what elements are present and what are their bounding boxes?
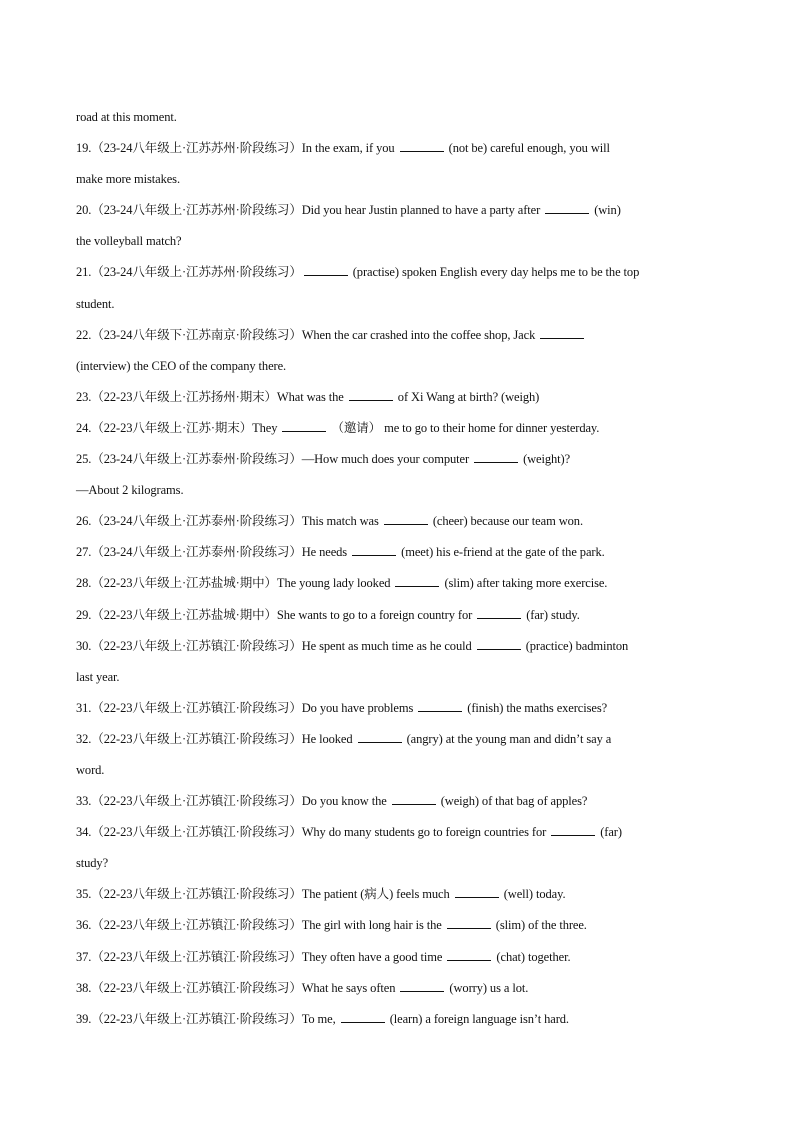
answer-blank[interactable] (341, 1010, 385, 1023)
answer-blank[interactable] (358, 730, 402, 743)
line-text: make more mistakes. (76, 172, 180, 187)
worksheet-line (76, 382, 726, 413)
worksheet-line (76, 693, 726, 724)
worksheet-line (76, 724, 726, 755)
worksheet-line (76, 320, 726, 351)
line-text: 35.（22-23八年级上·江苏镇江·阶段练习）The patient (病人) feels much (76, 887, 453, 902)
worksheet-line (76, 444, 726, 475)
worksheet-line (76, 973, 726, 1004)
answer-blank[interactable] (400, 979, 444, 992)
answer-blank[interactable] (304, 263, 348, 276)
worksheet-line (76, 133, 726, 164)
answer-blank[interactable] (282, 419, 326, 432)
worksheet-line (76, 568, 726, 599)
line-text: 34.（22-23八年级上·江苏镇江·阶段练习）Why do many students go to foreign countries for (76, 825, 550, 840)
worksheet-line (76, 817, 726, 848)
line-text: word. (76, 762, 105, 777)
line-text: 38.（22-23八年级上·江苏镇江·阶段练习）What he says often (76, 980, 399, 995)
worksheet-line (76, 475, 726, 506)
answer-blank[interactable] (477, 637, 521, 650)
answer-blank[interactable] (474, 450, 518, 463)
line-text: (practice) badminton (522, 638, 629, 653)
answer-blank[interactable] (477, 606, 521, 619)
line-text: (weigh) of that bag of apples? (437, 794, 588, 809)
answer-blank[interactable] (447, 948, 491, 961)
answer-blank[interactable] (551, 823, 595, 836)
line-text: （邀请） me to go to their home for dinner yesterday. (328, 420, 600, 435)
line-text: 22.（23-24八年级下·江苏南京·阶段练习）When the car crashed into the coffee shop, Jack (76, 327, 539, 342)
line-text: (well) today. (500, 887, 566, 902)
line-text: (practise) spoken English every day helps me to be the top (349, 265, 640, 280)
answer-blank[interactable] (545, 201, 589, 214)
answer-blank[interactable] (352, 543, 396, 556)
worksheet-line (76, 102, 726, 133)
line-text: 21.（23-24八年级上·江苏苏州·阶段练习） (76, 265, 302, 280)
line-text: (far) (597, 825, 622, 840)
line-text: 39.（22-23八年级上·江苏镇江·阶段练习）To me, (76, 1011, 339, 1026)
line-text: (chat) together. (493, 949, 571, 964)
line-text: (finish) the maths exercises? (464, 700, 608, 715)
line-text: 37.（22-23八年级上·江苏镇江·阶段练习）They often have a good time (76, 949, 446, 964)
worksheet-line (76, 351, 726, 382)
worksheet-line (76, 786, 726, 817)
line-text: 27.（23-24八年级上·江苏泰州·阶段练习）He needs (76, 545, 351, 560)
worksheet-line (76, 631, 726, 662)
line-text: 33.（22-23八年级上·江苏镇江·阶段练习）Do you know the (76, 794, 390, 809)
answer-blank[interactable] (455, 885, 499, 898)
answer-blank[interactable] (392, 792, 436, 805)
line-text: 31.（22-23八年级上·江苏镇江·阶段练习）Do you have problems (76, 700, 417, 715)
worksheet-line (76, 506, 726, 537)
worksheet-line (76, 942, 726, 973)
line-text: last year. (76, 669, 120, 684)
line-text: (win) (591, 203, 621, 218)
line-text: (worry) us a lot. (446, 980, 529, 995)
line-text: (not be) careful enough, you will (445, 141, 610, 156)
line-text: —About 2 kilograms. (76, 483, 184, 498)
answer-blank[interactable] (418, 699, 462, 712)
line-text: 19.（23-24八年级上·江苏苏州·阶段练习）In the exam, if you (76, 141, 398, 156)
worksheet-page (76, 102, 726, 1035)
line-text: (meet) his e-friend at the gate of the park. (398, 545, 605, 560)
line-text: 25.（23-24八年级上·江苏泰州·阶段练习）—How much does your computer (76, 452, 473, 467)
answer-blank[interactable] (540, 326, 584, 339)
line-text: (learn) a foreign language isn’t hard. (386, 1011, 569, 1026)
line-text: (far) study. (523, 607, 580, 622)
line-text: of Xi Wang at birth? (weigh) (394, 389, 540, 404)
answer-blank[interactable] (349, 388, 393, 401)
line-text: 32.（22-23八年级上·江苏镇江·阶段练习）He looked (76, 731, 356, 746)
worksheet-line (76, 848, 726, 879)
line-text: 26.（23-24八年级上·江苏泰州·阶段练习）This match was (76, 514, 382, 529)
line-text: study? (76, 856, 109, 871)
worksheet-line (76, 226, 726, 257)
line-text: (interview) the CEO of the company there. (76, 358, 287, 373)
worksheet-line (76, 600, 726, 631)
line-text: 29.（22-23八年级上·江苏盐城·期中）She wants to go to a foreign country for (76, 607, 476, 622)
worksheet-line (76, 289, 726, 320)
line-text: 36.（22-23八年级上·江苏镇江·阶段练习）The girl with long hair is the (76, 918, 445, 933)
worksheet-line (76, 164, 726, 195)
worksheet-line (76, 195, 726, 226)
line-text: (cheer) because our team won. (429, 514, 583, 529)
worksheet-line (76, 1004, 726, 1035)
worksheet-line (76, 879, 726, 910)
line-text: (slim) of the three. (492, 918, 587, 933)
line-text: 20.（23-24八年级上·江苏苏州·阶段练习）Did you hear Justin planned to have a party after (76, 203, 544, 218)
line-text: the volleyball match? (76, 234, 182, 249)
line-text: (weight)? (520, 452, 571, 467)
answer-blank[interactable] (384, 512, 428, 525)
line-text: (slim) after taking more exercise. (441, 576, 608, 591)
answer-blank[interactable] (395, 574, 439, 587)
worksheet-line (76, 537, 726, 568)
answer-blank[interactable] (447, 916, 491, 929)
line-text: 24.（22-23八年级上·江苏·期末）They (76, 420, 281, 435)
worksheet-line (76, 662, 726, 693)
worksheet-line (76, 413, 726, 444)
line-text: road at this moment. (76, 110, 177, 124)
worksheet-line (76, 755, 726, 786)
line-text: 23.（22-23八年级上·江苏扬州·期末）What was the (76, 389, 347, 404)
line-text: student. (76, 296, 115, 311)
line-text: 28.（22-23八年级上·江苏盐城·期中）The young lady looked (76, 576, 394, 591)
worksheet-line (76, 257, 726, 288)
worksheet-line (76, 910, 726, 941)
line-text: (angry) at the young man and didn’t say a (403, 731, 612, 746)
line-text: 30.（22-23八年级上·江苏镇江·阶段练习）He spent as much time as he could (76, 638, 475, 653)
answer-blank[interactable] (400, 139, 444, 152)
